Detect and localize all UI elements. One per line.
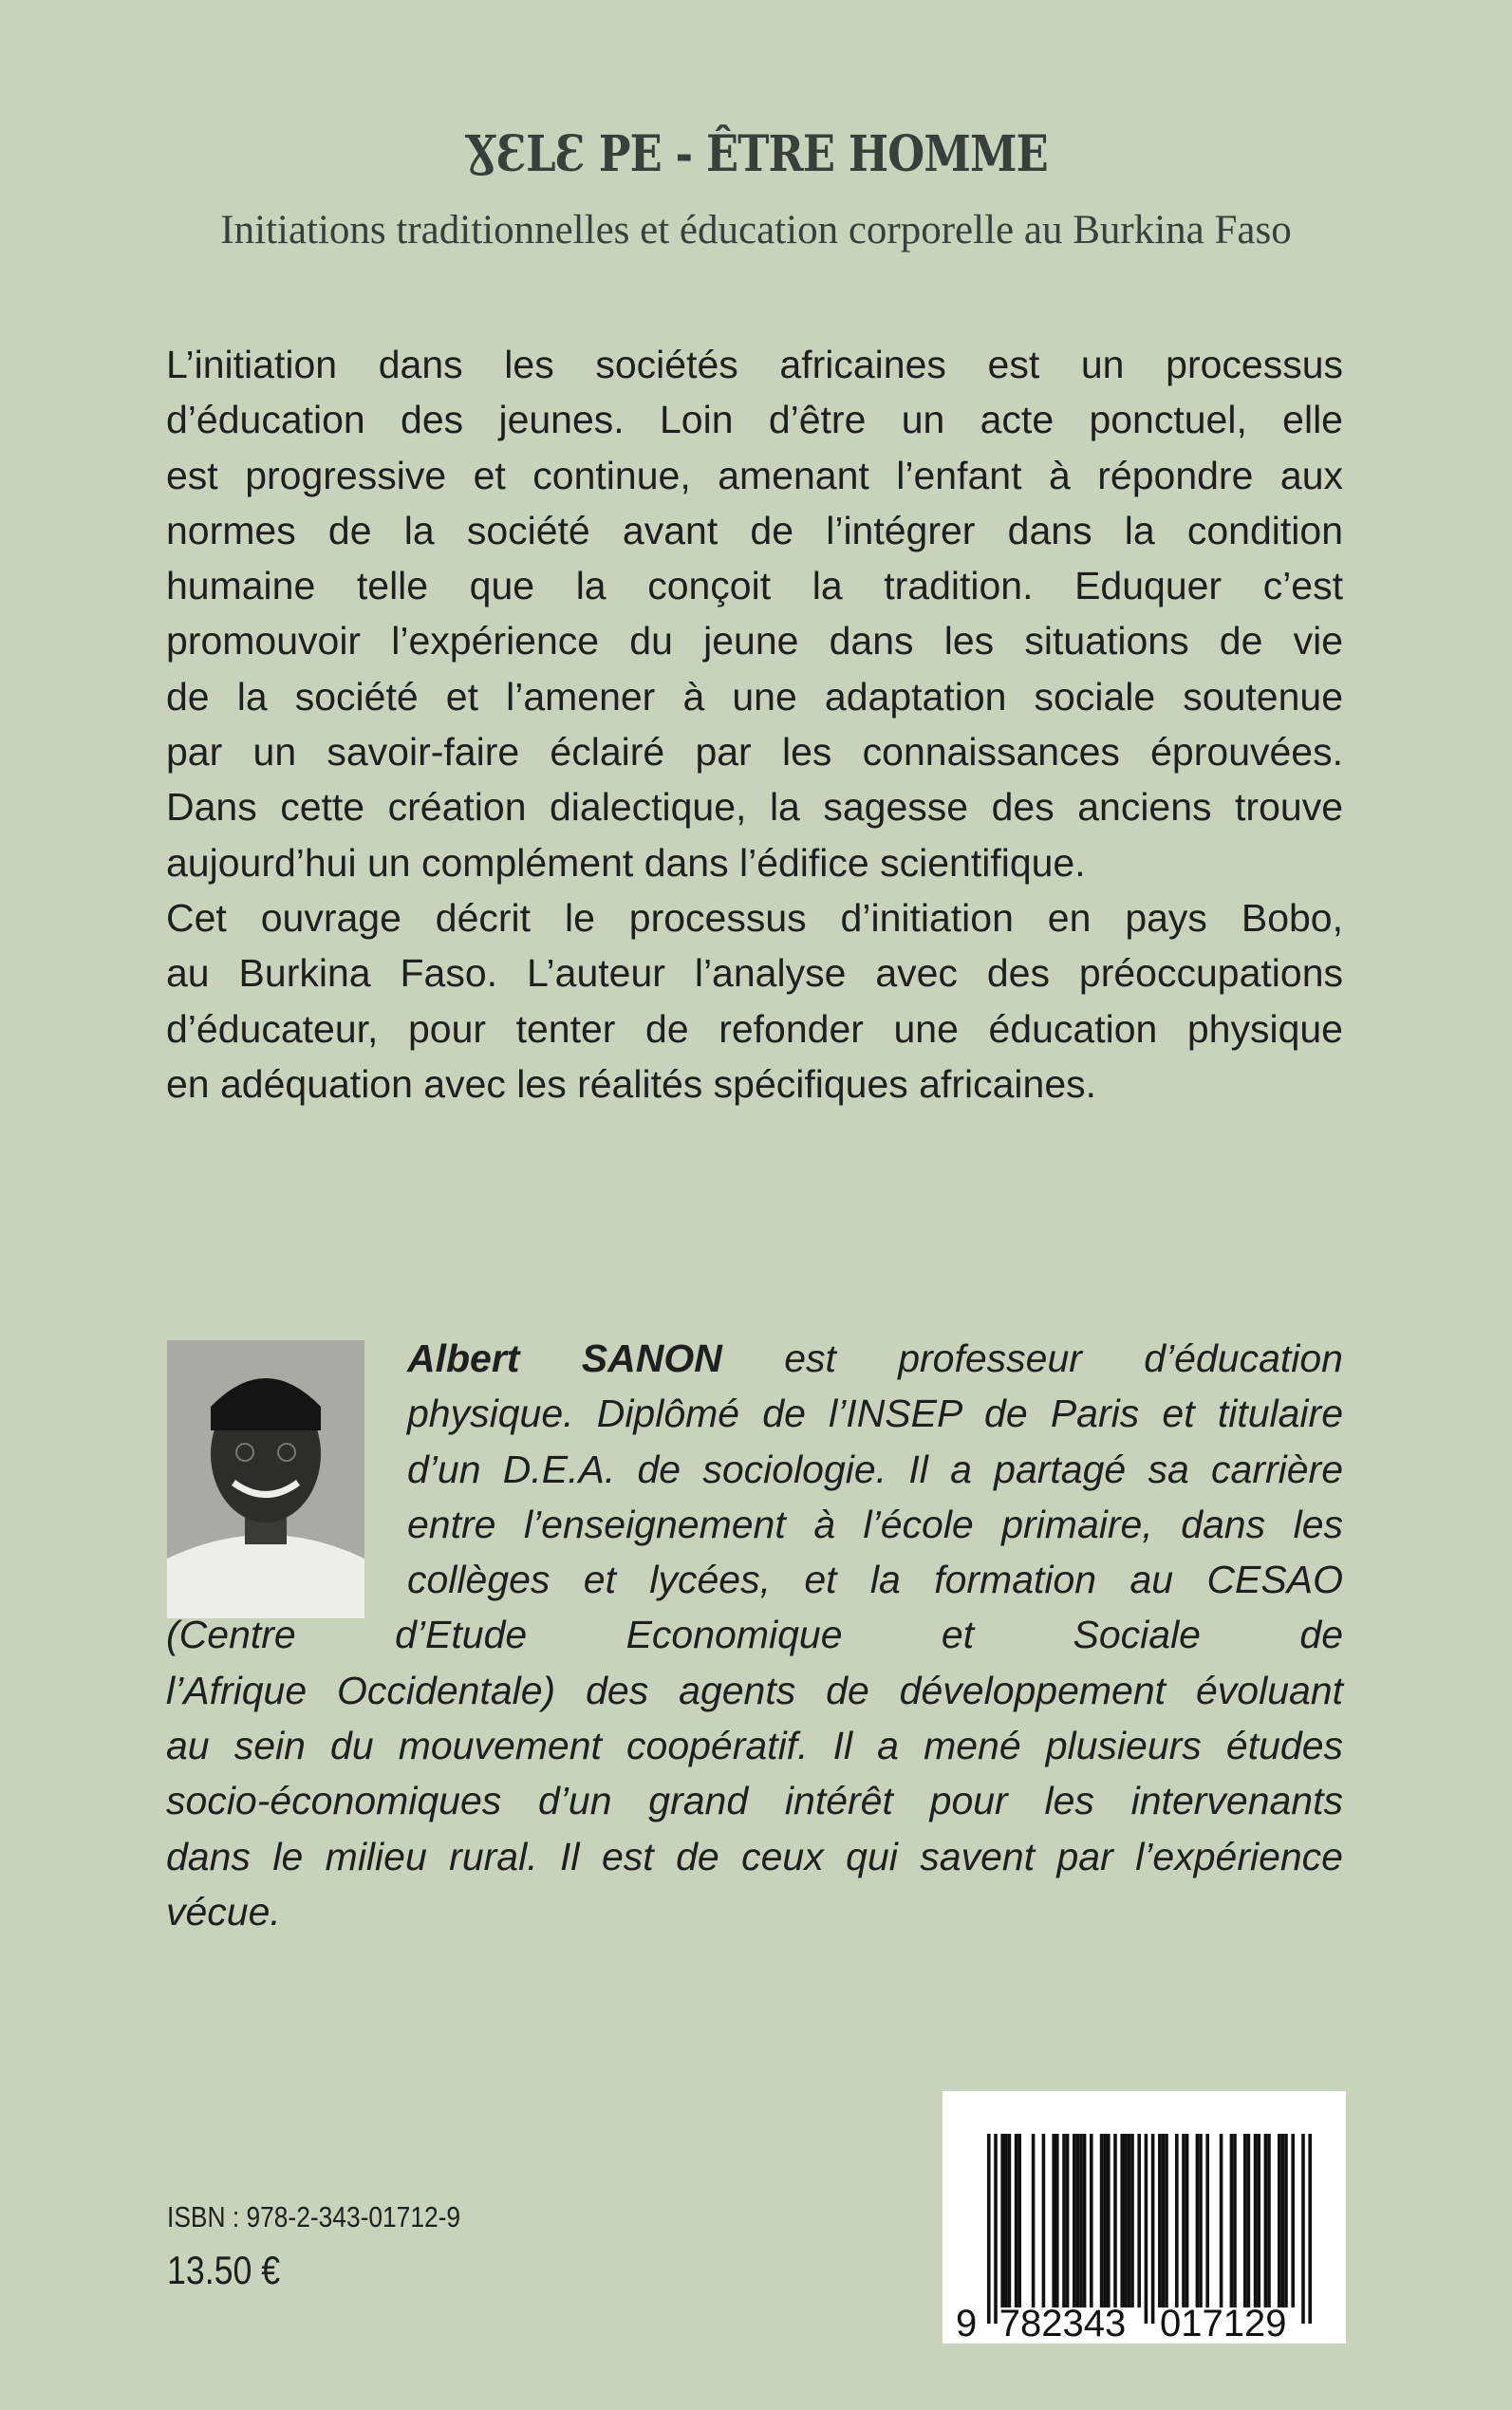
barcode-bar [1137,2134,1141,2307]
barcode-bar [987,2134,991,2324]
barcode-bar [1083,2134,1087,2307]
barcode-bar [994,2134,998,2324]
author-bio-line: socio-économiques d’un grand intérêt pour les intervenants [166,1779,1343,1823]
barcode-bar [1151,2134,1155,2324]
barcode-bar [1264,2134,1268,2307]
barcode-digits: 9 [956,2303,978,2344]
author-bio: Albert SANON est professeur d’éducation physique. Diplômé de l’INSEP de Paris et titulaire d’un D.E.A. de sociologie. Il a partagé sa carrière entre l’enseignement à l’école primaire, dans les collèges et lycées, et la formation au CESAO (Centre d’Etude Economique et Sociale de l’Afrique Occidentale) des agents de développement évoluant au sein du mouvement coopératif. Il a mené plusieurs études socio-économiques d’un grand intérêt pour les intervenants dans le milieu rural. Il est de ceux qui savent par l’expérience vécue. [166,1331,1343,1939]
barcode [943,2091,1346,2344]
barcode-bar [1230,2134,1234,2307]
author-bio-line: entre l’enseignement à l’école primaire, dans les [407,1502,1343,1546]
barcode-bar [1199,2134,1203,2307]
barcode-bar [1008,2134,1012,2307]
synopsis-line: Dans cette création dialectique, la sagesse des anciens trouve [166,785,1343,830]
barcode-bar [1278,2134,1281,2307]
barcode-bar [1182,2134,1185,2307]
barcode-bar [1220,2134,1223,2307]
barcode-bar [1281,2134,1285,2307]
author-bio-line: vécue. [166,1889,281,1934]
barcode-bar [1301,2134,1305,2324]
price: 13.50 € [167,2248,281,2292]
author-bio-line: dans le milieu rural. Il est de ceux qui savent par l’expérience [166,1834,1343,1878]
author-bio-line: (Centre d’Etude Economique et Sociale de [166,1613,1343,1657]
synopsis-line: normes de la société avant de l’intégrer dans la condition [166,508,1343,552]
author-name: Albert SANON [407,1336,722,1380]
barcode-bar [1128,2134,1131,2307]
barcode-bar [1052,2134,1055,2307]
author-bio-line: au sein du mouvement coopératif. Il a mené plusieurs études [166,1724,1343,1768]
author-bio-line: physique. Diplômé de l’INSEP de Paris et titulaire [407,1392,1343,1436]
synopsis-line: par un savoir-faire éclairé par les connaissances éprouvées. [166,730,1343,775]
barcode-bar [1015,2134,1018,2307]
barcode-bar [1145,2134,1148,2324]
barcode-bar [1291,2134,1295,2307]
synopsis [166,337,1343,1112]
isbn: ISBN : 978-2-343-01712-9 [167,2200,461,2233]
synopsis-line: au Burkina Faso. L’auteur l’analyse avec des préoccupations [166,951,1343,996]
barcode-bar [1062,2134,1066,2307]
synopsis-line: promouvoir l’expérience du jeune dans les situations de vie [166,619,1343,663]
barcode-bar [1032,2134,1036,2307]
barcode-bar [1073,2134,1076,2307]
synopsis-line: est progressive et continue, amenant l’enfant à répondre aux [166,453,1343,497]
barcode-bar [1090,2134,1093,2307]
barcode-bar [1004,2134,1008,2307]
synopsis-line: d’éducation des jeunes. Loin d’être un acte ponctuel, elle [166,398,1343,442]
barcode-bar [1308,2134,1312,2324]
synopsis-line: d’éducateur, pour tenter de refonder une éducation physique [166,1006,1343,1051]
synopsis-line: aujourd’hui un complément dans l’édifice scientifique. [166,840,1086,885]
barcode-bar [1103,2134,1107,2307]
author-bio-line: d’un D.E.A. de sociologie. Il a partagé sa carrière [407,1447,1343,1491]
barcode-bar [1079,2134,1083,2307]
barcode-bar [1254,2134,1258,2307]
barcode-bar [1257,2134,1260,2307]
barcode-bar [1185,2134,1189,2307]
barcode-bar [1196,2134,1200,2307]
barcode-bar [1042,2134,1046,2307]
barcode-bar [1017,2134,1021,2307]
barcode-bar [1107,2134,1111,2307]
barcode-bar [1000,2134,1004,2307]
barcode-bar [1162,2134,1166,2307]
barcode-bar [1233,2134,1237,2307]
barcode-bar [1066,2134,1070,2307]
synopsis-line: de la société et l’amener à une adaptation sociale soutenue [166,674,1343,719]
barcode-bar [1130,2134,1134,2307]
synopsis-line: L’initiation dans les sociétés africaines est un processus [166,343,1343,386]
author-bio-line: collèges et lycées, et la formation au CESAO [407,1558,1343,1602]
synopsis-line: Cet ouvrage décrit le processus d’initiation en pays Bobo, [166,895,1343,940]
barcode-bar [1100,2134,1104,2307]
barcode-bar [1243,2134,1247,2307]
synopsis-line: en adéquation avec les réalités spécifiques africaines. [166,1061,1097,1106]
synopsis-line: humaine telle que la conçoit la tradition. Eduquer c’est [166,564,1343,608]
barcode-bar [1076,2134,1080,2307]
book-subtitle: Initiations traditionnelles et éducation corporelle au Burkina Faso [220,208,1292,252]
barcode-digits: 782343 [999,2303,1127,2344]
barcode-bar [1205,2134,1209,2307]
author-bio-line: l’Afrique Occidentale) des agents de développement évoluant [166,1668,1343,1712]
barcode-digits: 017129 [1160,2303,1287,2344]
book-title: ƔƐLƐ PE - ÊTRE HOMME [464,125,1048,183]
barcode-bar [1124,2134,1128,2307]
barcode-bar [1267,2134,1271,2307]
barcode-bar [1158,2134,1162,2307]
barcode-bar [1284,2134,1288,2307]
barcode-bar [1120,2134,1124,2307]
barcode-bar [1165,2134,1168,2307]
barcode-bar [1247,2134,1251,2307]
barcode-bar [1113,2134,1117,2307]
barcode-bar [1175,2134,1179,2307]
barcode-bar [1055,2134,1059,2307]
